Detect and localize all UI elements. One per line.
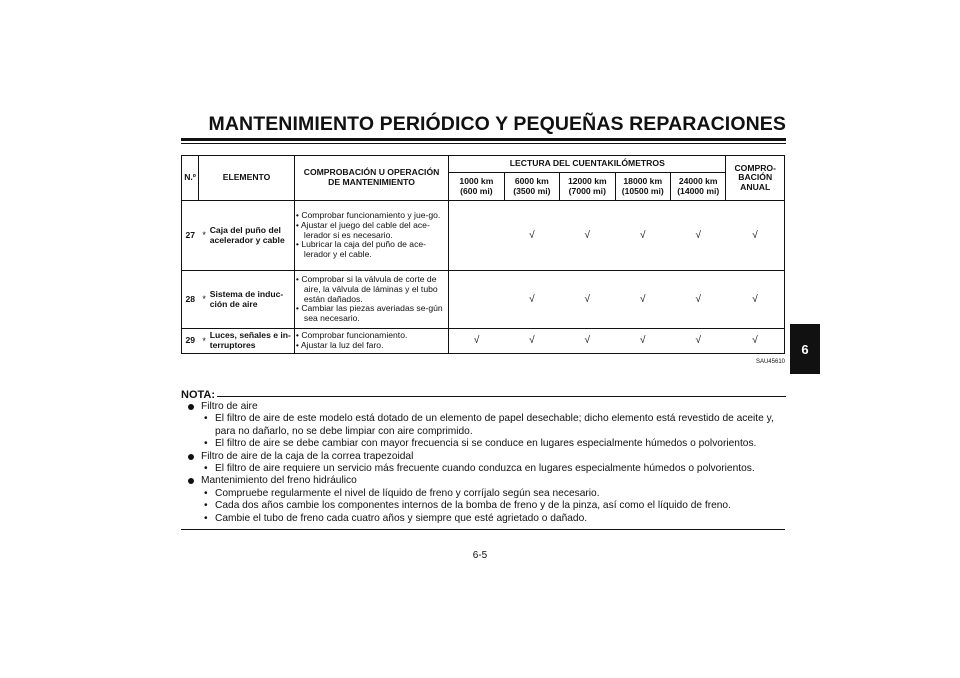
mi-value: (7000 mi) <box>568 185 606 196</box>
km-value: 6000 km <box>514 175 549 186</box>
nota-rule <box>217 396 786 397</box>
row-number: 28 <box>182 271 199 329</box>
row-element <box>210 329 295 354</box>
check-mark-cell: √ <box>560 201 615 271</box>
element-line: Caja del puño del <box>209 224 281 235</box>
row-element <box>210 201 295 271</box>
header-check: COMPROBACIÓN U OPERACIÓN DE MANTENIMIENTO <box>294 156 448 201</box>
row-checks <box>294 201 448 271</box>
page-title: MANTENIMIENTO PERIÓDICO Y PEQUEÑAS REPARACIONES <box>208 113 786 135</box>
header-km <box>560 173 615 201</box>
check-mark-cell: √ <box>726 329 785 354</box>
check-mark-cell: √ <box>504 271 559 329</box>
check-mark-cell: √ <box>615 271 670 329</box>
header-km <box>449 173 504 201</box>
mi-value: (10500 mi) <box>621 185 664 196</box>
bottom-rule <box>181 529 785 530</box>
check-item: • Comprobar funcionamiento. <box>295 331 448 341</box>
check-item: • Lubricar la caja del puño de ace-lerador y el cable. <box>295 240 448 259</box>
note-item: • El filtro de aire de este modelo está dotado de un elemento de papel desechable; dicho elemento está revestido de aceite y, para no dañarlo, no se debe limpiar con aire comprimido. <box>185 413 785 438</box>
check-item: • Ajustar el juego del cable del ace-lerador si es necesario. <box>295 221 448 240</box>
header-km <box>615 173 670 201</box>
mi-value: (3500 mi) <box>513 185 551 196</box>
check-mark-cell: √ <box>560 271 615 329</box>
nota-label: NOTA: <box>181 389 216 401</box>
note-item: • Cada dos años cambie los componentes internos de la bomba de freno y de la pinza, así como el líquido de freno. <box>185 500 785 512</box>
check-mark-cell: √ <box>670 201 725 271</box>
document-code: SAU45610 <box>755 359 785 365</box>
row-element <box>210 271 295 329</box>
header-row <box>182 156 785 173</box>
element-line: Luces, señales e in- <box>209 330 291 341</box>
row-number: 29 <box>182 329 199 354</box>
note-item: • El filtro de aire se debe cambiar con mayor frecuencia si se conduce en lugares especialmente húmedos o polvorientos. <box>185 438 785 450</box>
title-rule-thin <box>181 143 786 144</box>
header-odometer: LECTURA DEL CUENTAKILÓMETROS <box>449 156 726 173</box>
check-item: • Comprobar funcionamiento y jue-go. <box>295 211 448 221</box>
check-item: • Ajustar la luz del faro. <box>295 341 448 351</box>
notes-list <box>185 401 785 525</box>
header-annual-l2: BACIÓN <box>738 172 773 183</box>
check-item: • Cambiar las piezas averiadas se-gún sea necesario. <box>295 304 448 323</box>
header-annual <box>726 156 785 201</box>
check-mark-cell: √ <box>670 271 725 329</box>
km-value: 18000 km <box>623 175 663 186</box>
note-item: • Compruebe regularmente el nivel de líquido de freno y corríjalo según sea necesario. <box>185 488 785 500</box>
check-mark-cell <box>449 201 504 271</box>
header-element: ELEMENTO <box>199 156 295 201</box>
check-mark-cell: √ <box>670 329 725 354</box>
km-value: 24000 km <box>678 175 718 186</box>
chapter-tab[interactable]: 6 <box>790 324 820 374</box>
row-number: 27 <box>182 201 199 271</box>
row-star: * <box>199 271 210 329</box>
mi-value: (600 mi) <box>460 185 493 196</box>
header-km <box>504 173 559 201</box>
header-annual-l3: ANUAL <box>740 181 771 192</box>
row-checks <box>294 329 448 354</box>
check-mark-cell: √ <box>560 329 615 354</box>
mi-value: (14000 mi) <box>677 185 720 196</box>
check-mark-cell: √ <box>615 329 670 354</box>
element-line: acelerador y cable <box>209 234 285 245</box>
note-group-title: Filtro de aire de la caja de la correa trapezoidal <box>185 451 785 463</box>
check-mark-cell: √ <box>726 271 785 329</box>
km-value: 12000 km <box>567 175 607 186</box>
maintenance-table <box>181 155 785 354</box>
check-mark-cell: √ <box>504 201 559 271</box>
row-star: * <box>199 201 210 271</box>
page-number: 6-5 <box>472 550 488 561</box>
element-line: terruptores <box>209 340 256 350</box>
row-star: * <box>199 329 210 354</box>
check-mark-cell: √ <box>504 329 559 354</box>
check-mark-cell: √ <box>615 201 670 271</box>
element-line: Sistema de induc- <box>209 288 284 299</box>
header-num: N.º <box>182 156 199 201</box>
table-row <box>182 201 785 271</box>
header-annual-l1: COMPRO- <box>734 162 776 173</box>
title-rule <box>181 138 786 141</box>
note-group-title: Mantenimiento del freno hidráulico <box>185 475 785 487</box>
check-item: • Comprobar si la válvula de corte de aire, la válvula de láminas y el tubo están dañados. <box>295 275 448 304</box>
note-item: • El filtro de aire requiere un servicio más frecuente cuando conduzca en lugares especialmente húmedos o polvorientos. <box>185 463 785 475</box>
note-item: • Cambie el tubo de freno cada cuatro años y siempre que esté agrietado o dañado. <box>185 513 785 525</box>
check-mark-cell: √ <box>449 329 504 354</box>
element-line: ción de aire <box>209 298 258 309</box>
note-group-title: Filtro de aire <box>185 401 785 413</box>
header-km <box>670 173 725 201</box>
check-mark-cell <box>449 271 504 329</box>
table-row <box>182 271 785 329</box>
check-mark-cell: √ <box>726 201 785 271</box>
km-value: 1000 km <box>459 175 494 186</box>
row-checks <box>294 271 448 329</box>
table-row <box>182 329 785 354</box>
